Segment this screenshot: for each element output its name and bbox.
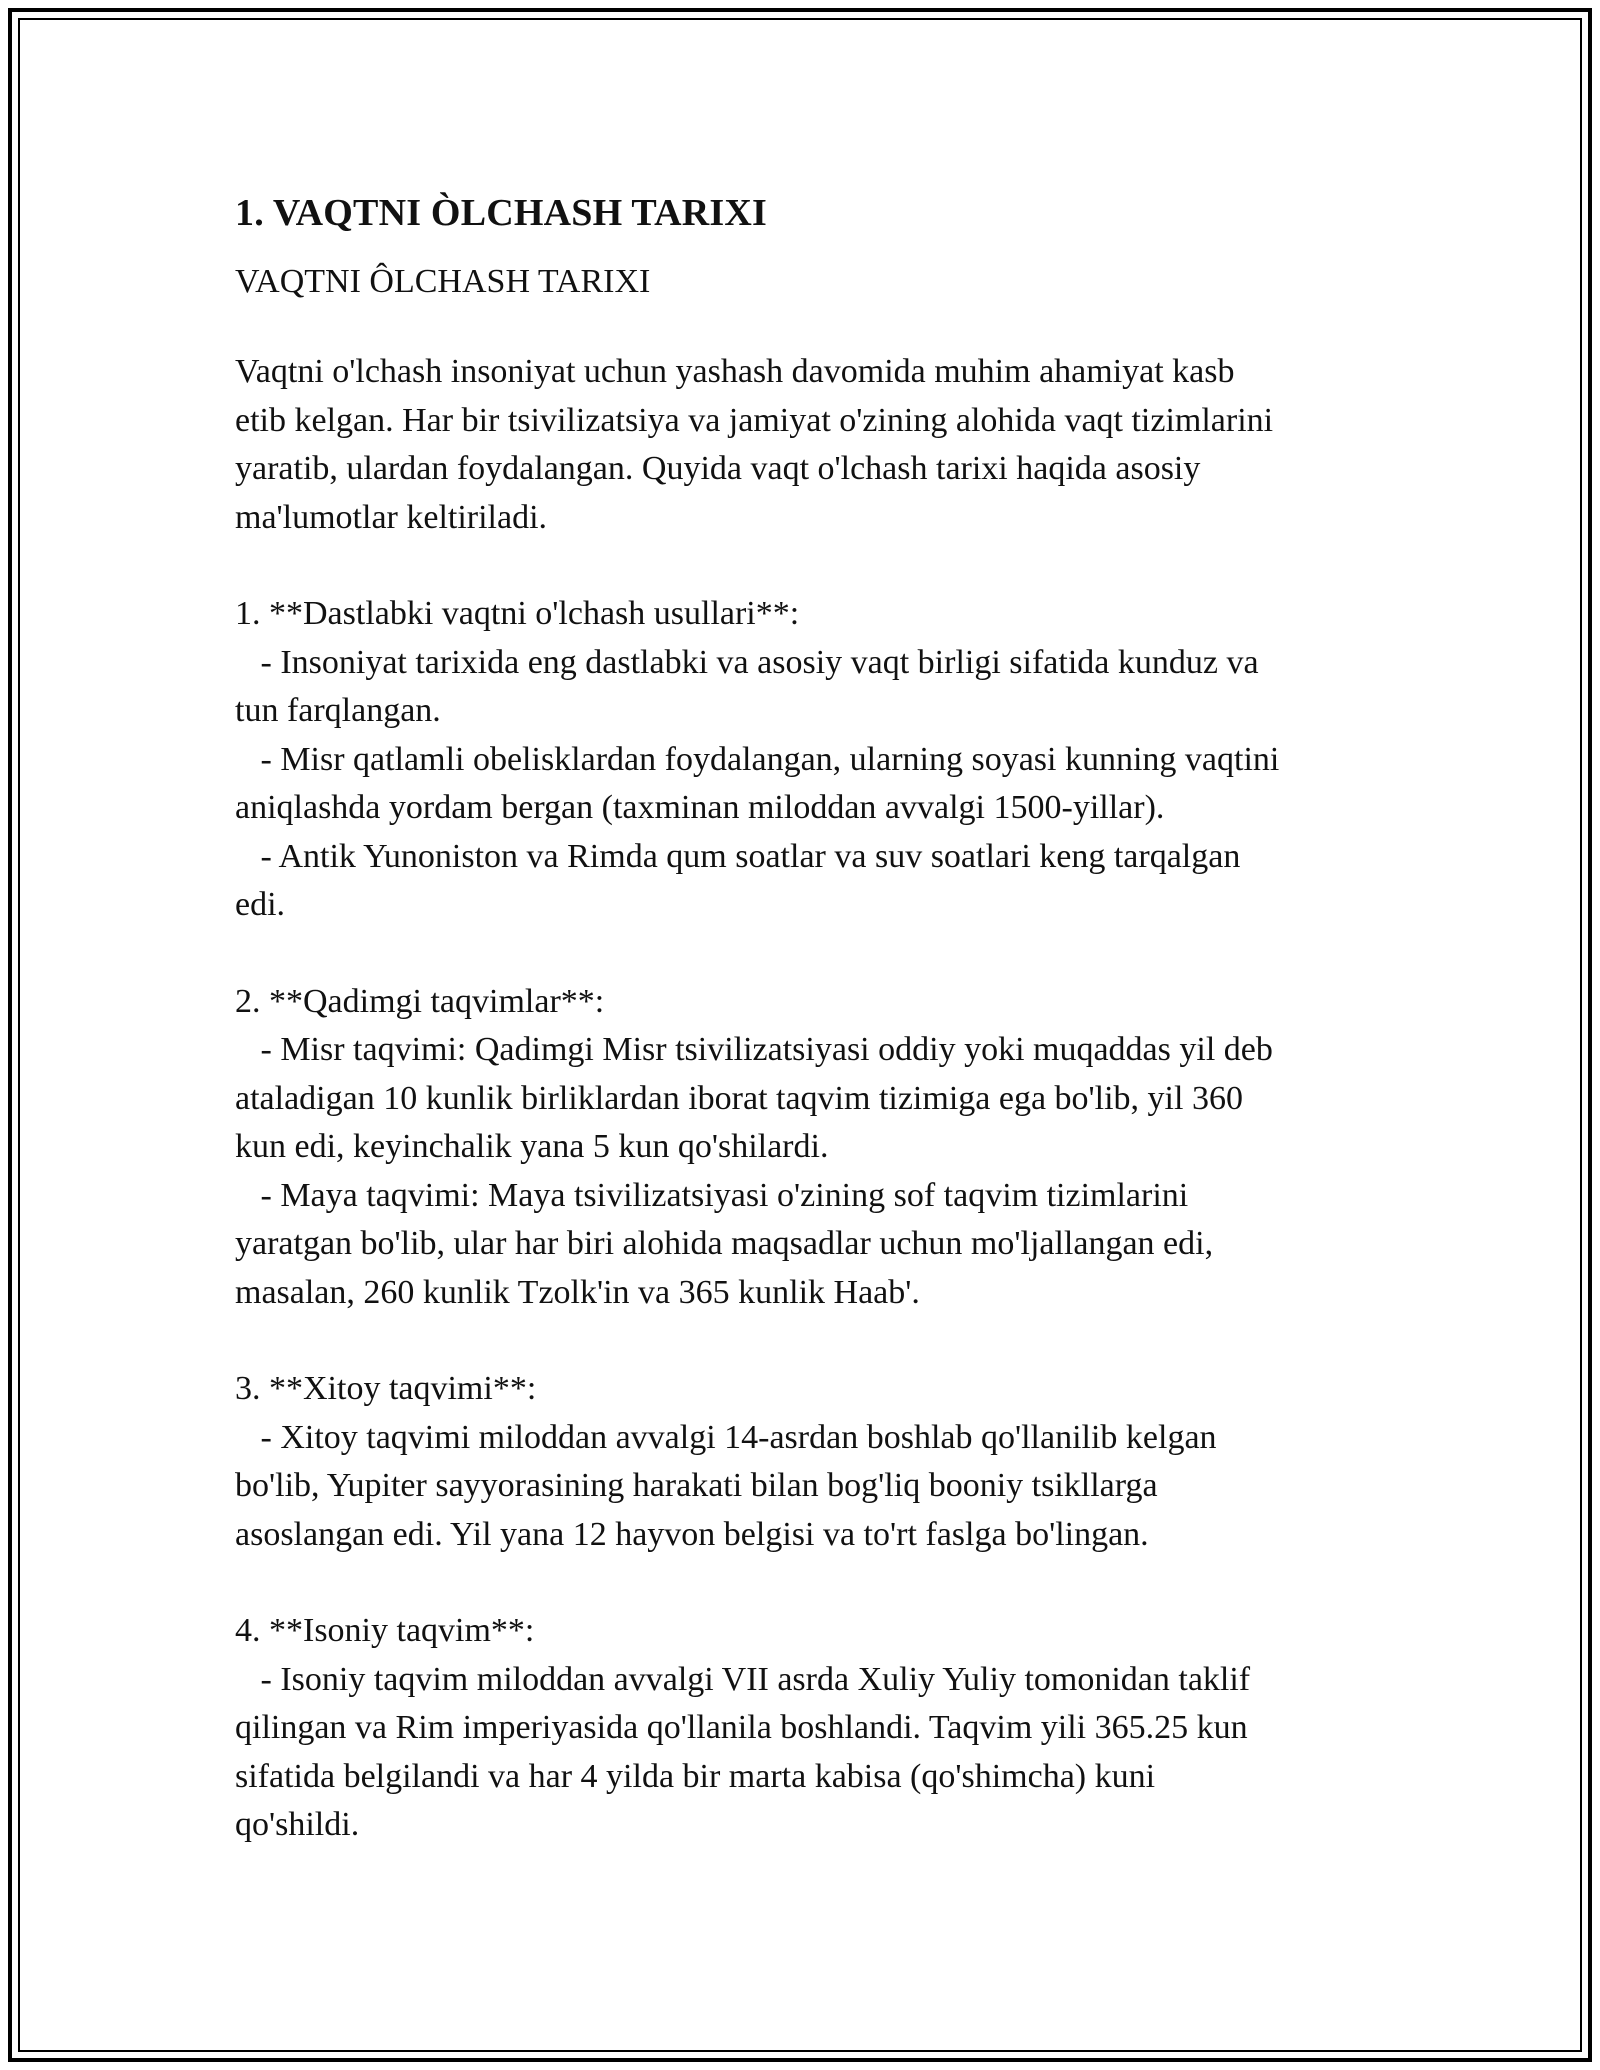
section-line: asoslangan edi. Yil yana 12 hayvon belgisi va to'rt faslga bo'lingan.	[235, 1515, 1149, 1553]
section-title: 2. **Qadimgi taqvimlar**:	[235, 982, 605, 1020]
intro-line: Vaqtni o'lchash insoniyat uchun yashash davomida muhim ahamiyat kasb	[235, 353, 1235, 390]
section-line: - Xitoy taqvimi miloddan avvalgi 14-asrdan boshlab qo'llanilib kelgan	[235, 1418, 1217, 1456]
section-3	[235, 1365, 1375, 1559]
section-line: ataladigan 10 kunlik birliklardan iborat taqvim tizimiga ega bo'lib, yil 360	[235, 1079, 1243, 1117]
section-line: masalan, 260 kunlik Tzolk'in va 365 kunlik Haab'.	[235, 1273, 920, 1311]
section-line: - Isoniy taqvim miloddan avvalgi VII asrda Xuliy Yuliy tomonidan taklif	[235, 1660, 1251, 1698]
section-line: kun edi, keyinchalik yana 5 kun qo'shilardi.	[235, 1128, 829, 1165]
section-2	[235, 978, 1375, 1318]
document-subtitle: VAQTNI ÔLCHASH TARIXI	[235, 263, 651, 300]
intro-line: etib kelgan. Har bir tsivilizatsiya va jamiyat o'zining alohida vaqt tizimlarini	[235, 401, 1274, 439]
intro-paragraph	[235, 348, 1375, 542]
section-line: - Antik Yunoniston va Rimda qum soatlar va suv soatlari keng tarqalgan	[235, 837, 1241, 875]
section-line: - Misr qatlamli obelisklardan foydalangan, ularning soyasi kunning vaqtini	[235, 740, 1280, 778]
section-line: - Maya taqvimi: Maya tsivilizatsiyasi o'zining sof taqvim tizimlarini	[235, 1176, 1189, 1214]
section-line: qo'shildi.	[235, 1806, 360, 1843]
section-line: yaratgan bo'lib, ular har biri alohida maqsadlar uchun mo'ljallangan edi,	[235, 1225, 1214, 1262]
section-line: - Misr taqvimi: Qadimgi Misr tsivilizatsiyasi oddiy yoki muqaddas yil deb	[235, 1031, 1273, 1068]
intro-line: ma'lumotlar keltiriladi.	[235, 498, 548, 536]
section-line: - Insoniyat tarixida eng dastlabki va asosiy vaqt birligi sifatida kunduz va	[235, 643, 1259, 681]
document-body	[235, 188, 1375, 1850]
document-heading: 1. VAQTNI ÒLCHASH TARIXI	[235, 192, 768, 234]
section-line: aniqlashda yordam bergan (taxminan miloddan avvalgi 1500-yillar).	[235, 789, 1165, 826]
section-line: sifatida belgilandi va har 4 yilda bir marta kabisa (qo'shimcha) kuni	[235, 1757, 1156, 1795]
section-line: bo'lib, Yupiter sayyorasining harakati bilan bog'liq booniy tsikllarga	[235, 1467, 1158, 1504]
section-line: edi.	[235, 886, 286, 923]
section-title: 3. **Xitoy taqvimi**:	[235, 1370, 537, 1407]
section-line: tun farqlangan.	[235, 692, 441, 729]
section-1	[235, 590, 1375, 930]
section-title: 1. **Dastlabki vaqtni o'lchash usullari**:	[235, 595, 800, 632]
intro-line: yaratib, ulardan foydalangan. Quyida vaqt o'lchash tarixi haqida asosiy	[235, 450, 1201, 487]
section-4	[235, 1607, 1375, 1850]
section-line: qilingan va Rim imperiyasida qo'llanila boshlandi. Taqvim yili 365.25 kun	[235, 1709, 1248, 1746]
section-title: 4. **Isoniy taqvim**:	[235, 1612, 535, 1649]
